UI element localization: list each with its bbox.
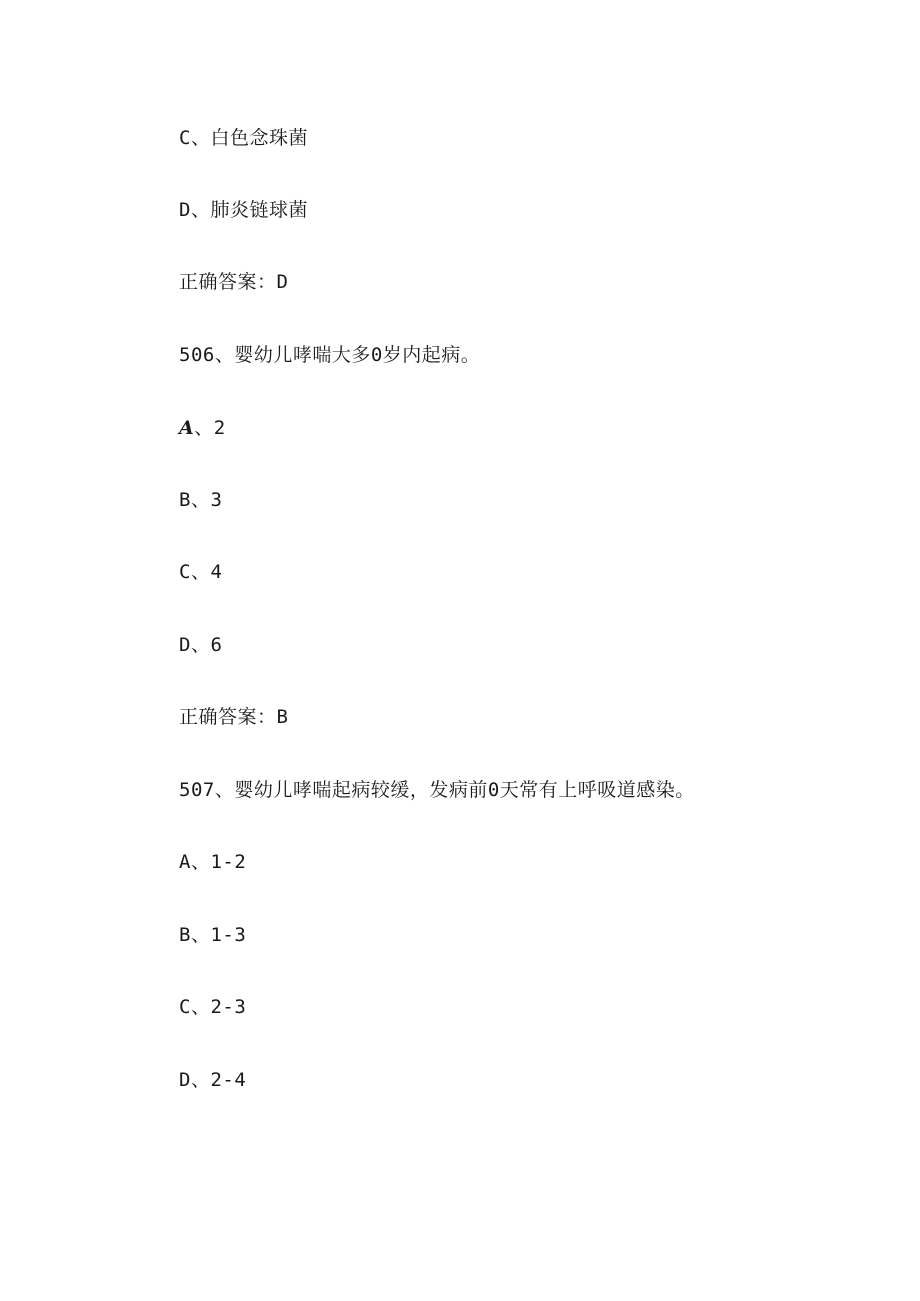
- q506-option-c: C、4: [179, 561, 223, 583]
- q505-correct-answer: 正确答案：D: [179, 271, 289, 293]
- q507-option-b: B、1-3: [179, 924, 247, 946]
- q507-option-d: D、2-4: [179, 1069, 247, 1091]
- q505-option-c: C、白色念珠菌: [179, 127, 308, 149]
- q506-option-d: D、6: [179, 634, 223, 656]
- q506-question: 506、婴幼儿哮喘大多0岁内起病。: [179, 344, 481, 366]
- q507-question: 507、婴幼儿哮喘起病较缓，发病前0天常有上呼吸道感染。: [179, 779, 695, 801]
- q506-option-b: B、3: [179, 489, 223, 511]
- q506-option-a: [179, 416, 226, 440]
- q505-option-d: D、肺炎链球菌: [179, 199, 308, 221]
- q506-correct-answer: 正确答案：B: [179, 706, 289, 728]
- q506-option-a-letter: A: [179, 417, 195, 439]
- q506-option-a-text: 、2: [194, 417, 226, 439]
- q507-option-c: C、2-3: [179, 996, 247, 1018]
- q507-option-a: A、1-2: [179, 851, 247, 873]
